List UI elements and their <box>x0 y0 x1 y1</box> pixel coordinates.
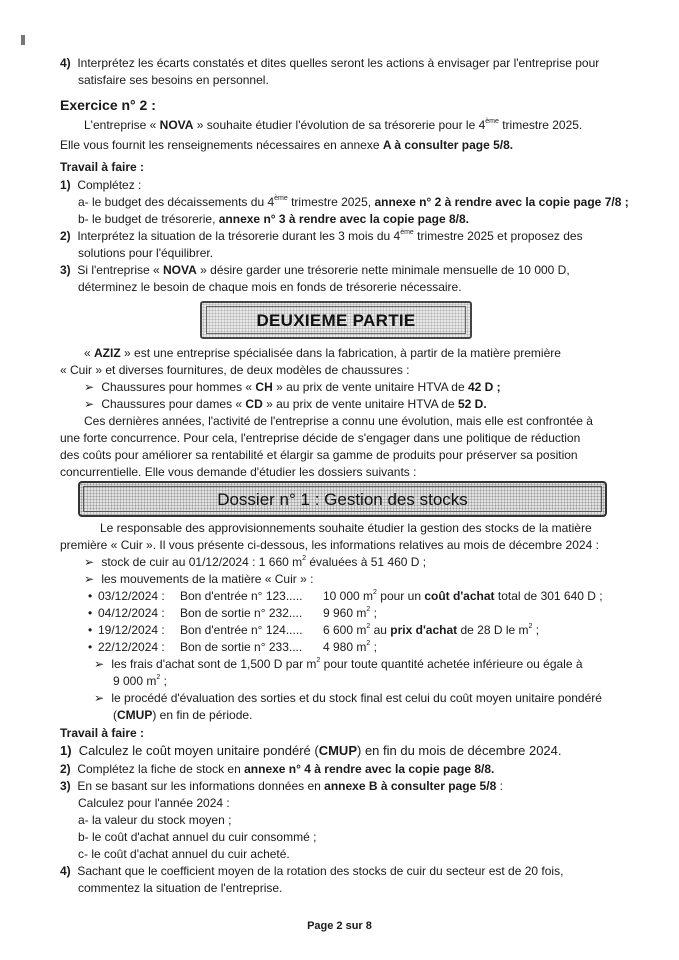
task-3a: a- la valeur du stock moyen ; <box>78 813 232 827</box>
task-3-calc: Calculez pour l'année 2024 : <box>78 796 230 810</box>
movement-detail: 10 000 $m^2$ pour un coût d'achat total de 301 640 D ; <box>323 589 603 603</box>
task-3b: b- le coût d'achat annuel du cuir consommé ; <box>78 830 317 844</box>
movement-doc: Bon d'entrée n° 123..... <box>180 589 303 603</box>
margin-mark <box>21 35 25 45</box>
exercise-2-q2-line-1: 2) Interprétez la situation de la trésorerie durant les 3 mois du 4ème trimestre 2025 et proposez des <box>60 229 583 243</box>
task-4-line-2: commentez la situation de l'entreprise. <box>78 881 283 895</box>
bullet-icon: • <box>88 623 93 637</box>
arrow-bullet-icon: ➢ <box>94 691 105 705</box>
question-4-line-2: satisfaire ses besoins en personnel. <box>78 73 269 87</box>
arrow-bullet-icon: ➢ <box>84 555 95 569</box>
movement-row: • 22/12/2024 : <box>88 640 165 654</box>
movement-doc: Bon de sortie n° 232.... <box>180 606 303 620</box>
arrow-bullet-icon: ➢ <box>94 657 105 671</box>
part-2-intro-line-1: « AZIZ » est une entreprise spécialisée dans la fabrication, à partir de la matière première <box>84 346 561 360</box>
part-2-context-line-2: une forte concurrence. Pour cela, l'entreprise décide de s'engager dans une politique de réduction <box>60 431 581 445</box>
page-number: Page 2 sur 8 <box>307 920 372 932</box>
movements-heading: ➢ les mouvements de la matière « Cuir » : <box>84 572 314 586</box>
arrow-bullet-icon: ➢ <box>84 397 95 411</box>
movement-doc: Bon d'entrée n° 124..... <box>180 623 303 637</box>
movement-row: • 03/12/2024 : <box>88 589 165 603</box>
bullet-icon: • <box>88 606 93 620</box>
part-2-intro-line-2: « Cuir » et diverses fournitures, de deux modèles de chaussures : <box>60 363 410 377</box>
dossier-1-title: Dossier n° 1 : Gestion des stocks <box>217 490 468 509</box>
part-2-title: DEUXIEME PARTIE <box>256 311 416 330</box>
movement-detail: 6 600 $m^2$ au prix d'achat de 28 D le $m^2$ ; <box>323 623 540 637</box>
valuation-method-line-1: ➢ le procédé d'évaluation des sorties et du stock final est celui du coût moyen unitaire pondéré <box>94 691 602 705</box>
purchase-fees-line-2: 9 000 $m^2$ ; <box>113 674 167 688</box>
bullet-icon: • <box>88 640 93 654</box>
task-4-line-1: 4) Sachant que le coefficient moyen de la rotation des stocks de cuir du secteur est de 20 fois, <box>60 864 564 878</box>
movement-detail: 9 960 $m^2$ ; <box>323 606 377 620</box>
arrow-bullet-icon: ➢ <box>84 572 95 586</box>
model-cd: ➢ Chaussures pour dames « CD » au prix de vente unitaire HTVA de 52 D. <box>84 397 487 411</box>
valuation-method-line-2: (CMUP) en fin de période. <box>113 708 253 722</box>
exercise-2-q2-line-2: solutions pour l'équilibrer. <box>78 246 214 260</box>
exercise-2-title: Exercice n° 2 : <box>60 97 156 113</box>
part-2-context-line-1: Ces dernières années, l'activité de l'entreprise a connu une évolution, mais elle est confrontée à <box>84 414 593 428</box>
exercise-2-q1a: a- le budget des décaissements du 4ème trimestre 2025, annexe n° 2 à rendre avec la copie page 7/8 ; <box>78 195 629 209</box>
question-4-line-1: 4) Interprétez les écarts constatés et dites quelles seront les actions à envisager par l'entreprise pour <box>60 56 600 70</box>
model-ch: ➢ Chaussures pour hommes « CH » au prix de vente unitaire HTVA de 42 D ; <box>84 380 501 394</box>
exercise-2-q3-line-1: 3) Si l'entreprise « NOVA » désire garder une trésorerie nette minimale mensuelle de 10 000 D, <box>60 263 570 277</box>
movement-detail: 4 980 $m^2$ ; <box>323 640 377 654</box>
part-2-context-line-4: concurrentielle. Elle vous demande d'étudier les dossiers suivants : <box>60 465 417 479</box>
dossier-1-intro-line-1: Le responsable des approvisionnements souhaite étudier la gestion des stocks de la matière <box>100 521 592 535</box>
movement-row: • 19/12/2024 : <box>88 623 165 637</box>
arrow-bullet-icon: ➢ <box>84 380 95 394</box>
movement-row: • 04/12/2024 : <box>88 606 165 620</box>
exercise-2-travail: Travail à faire : <box>60 160 145 174</box>
task-3: 3) En se basant sur les informations données en annexe B à consulter page 5/8 : <box>60 779 503 793</box>
part-2-banner <box>200 301 472 339</box>
task-1: 1) Calculez le coût moyen unitaire pondéré (CMUP) en fin du mois de décembre 2024. <box>60 743 562 758</box>
exercise-2-q1b: b- le budget de trésorerie, annexe n° 3 à rendre avec la copie page 8/8. <box>78 212 470 226</box>
purchase-fees-line-1: ➢ les frais d'achat sont de 1,500 D par $m^2$ pour toute quantité achetée inférieure ou égale à <box>94 657 583 671</box>
exercise-2-q1: 1) Complétez : <box>60 178 142 192</box>
bullet-icon: • <box>88 589 93 603</box>
dossier-1-intro-line-2: première « Cuir ». Il vous présente ci-dessous, les informations relatives au mois de décembre 2024 : <box>60 538 599 552</box>
exercise-2-q3-line-2: déterminez le besoin de chaque mois en fonds de trésorerie nécessaire. <box>78 280 462 294</box>
dossier-1-banner <box>78 481 607 517</box>
initial-stock: ➢ stock de cuir au 01/12/2024 : 1 660 $m^2$ évaluées à 51 460 D ; <box>84 555 427 569</box>
dossier-1-travail: Travail à faire : <box>60 726 145 740</box>
exercise-2-annex: Elle vous fournit les renseignements nécessaires en annexe A à consulter page 5/8. <box>60 138 514 152</box>
movement-doc: Bon de sortie n° 233.... <box>180 640 303 654</box>
task-2: 2) Complétez la fiche de stock en annexe n° 4 à rendre avec la copie page 8/8. <box>60 762 495 776</box>
part-2-context-line-3: des coûts pour améliorer sa rentabilité et élargir sa gamme de produits pour préserver sa position <box>60 448 578 462</box>
exercise-2-intro: L'entreprise « NOVA » souhaite étudier l'évolution de sa trésorerie pour le 4ème trimestre 2025. <box>84 118 583 132</box>
task-3c: c- le coût d'achat annuel du cuir acheté. <box>78 847 290 861</box>
